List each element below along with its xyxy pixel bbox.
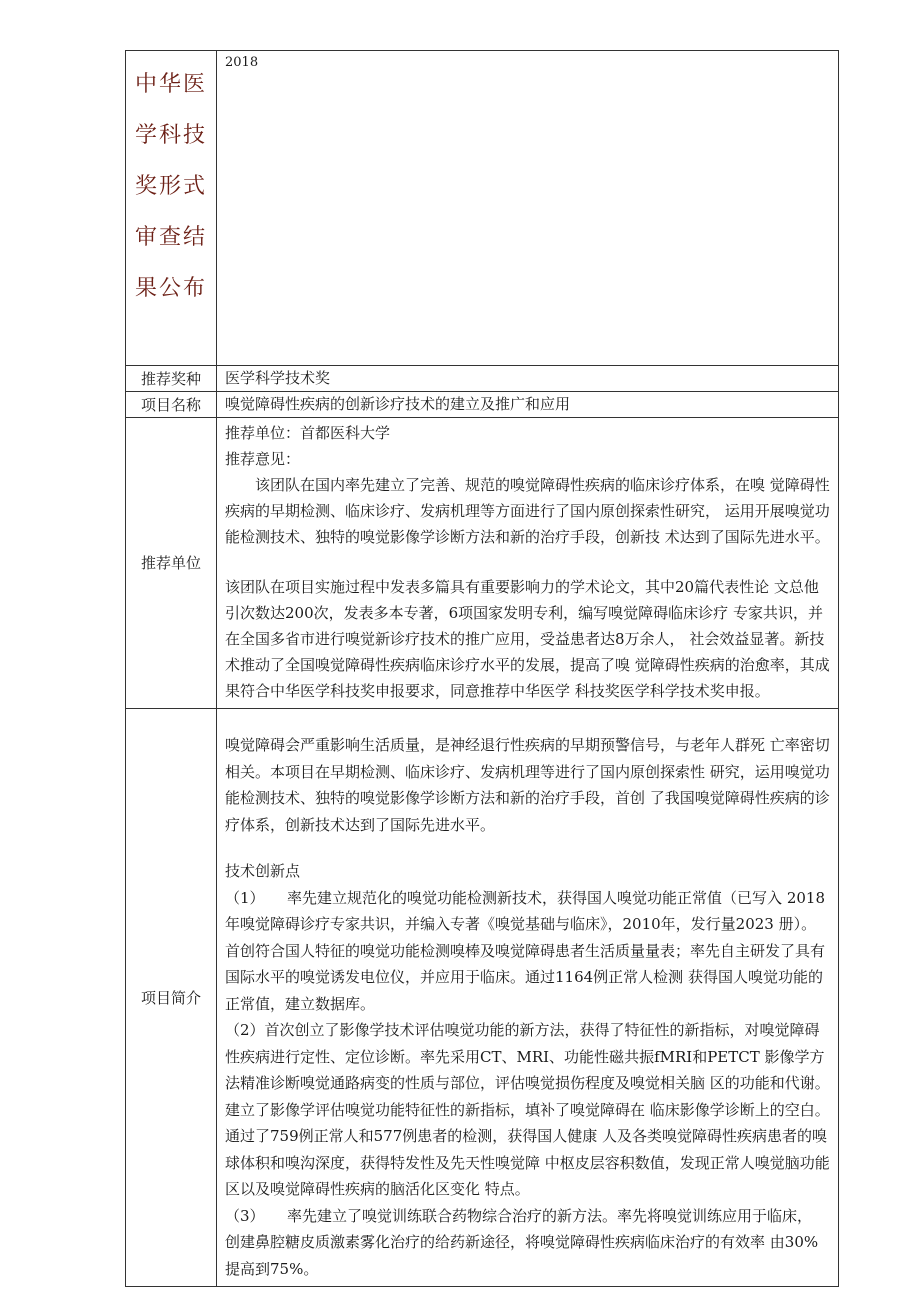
document-table: [125, 50, 839, 1287]
innovation-item-1: （1） 率先建立规范化的嗅觉功能检测新技术，获得国人嗅觉功能正常值（已写入 2018 年嗅觉障碍诊疗专家共识，并编入专著《嗅觉基础与临床》，2010年，发行量2023 册）。首创符合国人特征的嗅觉功能检测嗅棒及嗅觉障碍患者生活质量量表；率先自主研发了具有国际水平的嗅觉诱发电位仪，并应用于临床。通过1164例正常人检测 获得国人嗅觉功能的正常值，建立数据库。: [225, 888, 826, 1013]
innovation-item-3: （3） 率先建立了嗅觉训练联合药物综合治疗的新方法。率先将嗅觉训练应用于临床， 创建鼻腔糖皮质激素雾化治疗的给药新途径，将嗅觉障碍性疾病临床治疗的有效率 由30%提高到75%。: [225, 1206, 819, 1278]
recommender-unit: 推荐单位：首都医科大学: [225, 424, 391, 442]
recommender-paragraph-2: 该团队在项目实施过程中发表多篇具有重要影响力的学术论文，其中20篇代表性论 文总他引次数达200次，发表多本专著，6项国家发明专利，编写嗅觉障碍临床诊疗 专家共识，并在全国多省市进行嗅觉新诊疗技术的推广应用，受益患者达8万余人， 社会效益显著。新技术推动了全国嗅觉障碍性疾病临床诊疗水平的发展，提高了嗅 觉障碍性疾病的治愈率，其成果符合中华医学科技奖申报要求，同意推荐中华医学 科技奖医学科学技术奖申报。: [225, 578, 830, 700]
project-name-value: 嗅觉障碍性疾病的创新诊疗技术的建立及推广和应用: [217, 392, 839, 418]
recommender-row: [126, 418, 839, 709]
award-type-label: 推荐奖种: [126, 366, 217, 392]
introduction-label: 项目简介: [126, 709, 217, 1287]
introduction-content: [217, 709, 839, 1287]
award-type-row: [126, 366, 839, 392]
project-name-row: [126, 392, 839, 418]
year-cell: [217, 51, 839, 366]
recommender-label: 推荐单位: [126, 418, 217, 709]
introduction-paragraph-1: 嗅觉障碍会严重影响生活质量，是神经退行性疾病的早期预警信号，与老年人群死 亡率密切相关。本项目在早期检测、临床诊疗、发病机理等进行了国内原创探索性 研究，运用嗅觉功能检测技术、独特的嗅觉影像学诊断方法和新的治疗手段，首创 了我国嗅觉障碍性疾病的诊疗体系，创新技术达到了国际先进水平。: [225, 736, 830, 834]
award-type-value: 医学科学技术奖: [217, 366, 839, 392]
header-row: [126, 51, 839, 366]
introduction-row: [126, 709, 839, 1287]
title-cell: [126, 51, 217, 366]
document-title: 中华医学科技奖形式审查结果公布: [134, 72, 207, 301]
year-value: 2018: [225, 55, 259, 70]
recommender-opinion-label: 推荐意见：: [225, 450, 301, 468]
recommender-content: [217, 418, 839, 709]
project-name-label: 项目名称: [126, 392, 217, 418]
innovation-heading: 技术创新点: [225, 862, 301, 880]
innovation-item-2: （2）首次创立了影像学技术评估嗅觉功能的新方法，获得了特征性的新指标，对嗅觉障碍性疾病进行定性、定位诊断。率先采用CT、MRI、功能性磁共振fMRI和PETCT 影像学方法精准诊断嗅觉通路病变的性质与部位，评估嗅觉损伤程度及嗅觉相关脑 区的功能和代谢。建立了影像学评估嗅觉功能特征性的新指标，填补了嗅觉障碍在 临床影像学诊断上的空白。通过了759例正常人和577例患者的检测，获得国人健康 人及各类嗅觉障碍性疾病患者的嗅球体积和嗅沟深度，获得特发性及先天性嗅觉障 中枢皮层容积数值，发现正常人嗅觉脑功能区以及嗅觉障碍性疾病的脑活化区变化 特点。: [225, 1021, 830, 1198]
recommender-paragraph-1: 该团队在国内率先建立了完善、规范的嗅觉障碍性疾病的临床诊疗体系，在嗅 觉障碍性疾病的早期检测、临床诊疗、发病机理等方面进行了国内原创探索性研究， 运用开展嗅觉功能检测技术、独特的嗅觉影像学诊断方法和新的治疗手段，创新技 术达到了国际先进水平。: [225, 476, 830, 546]
